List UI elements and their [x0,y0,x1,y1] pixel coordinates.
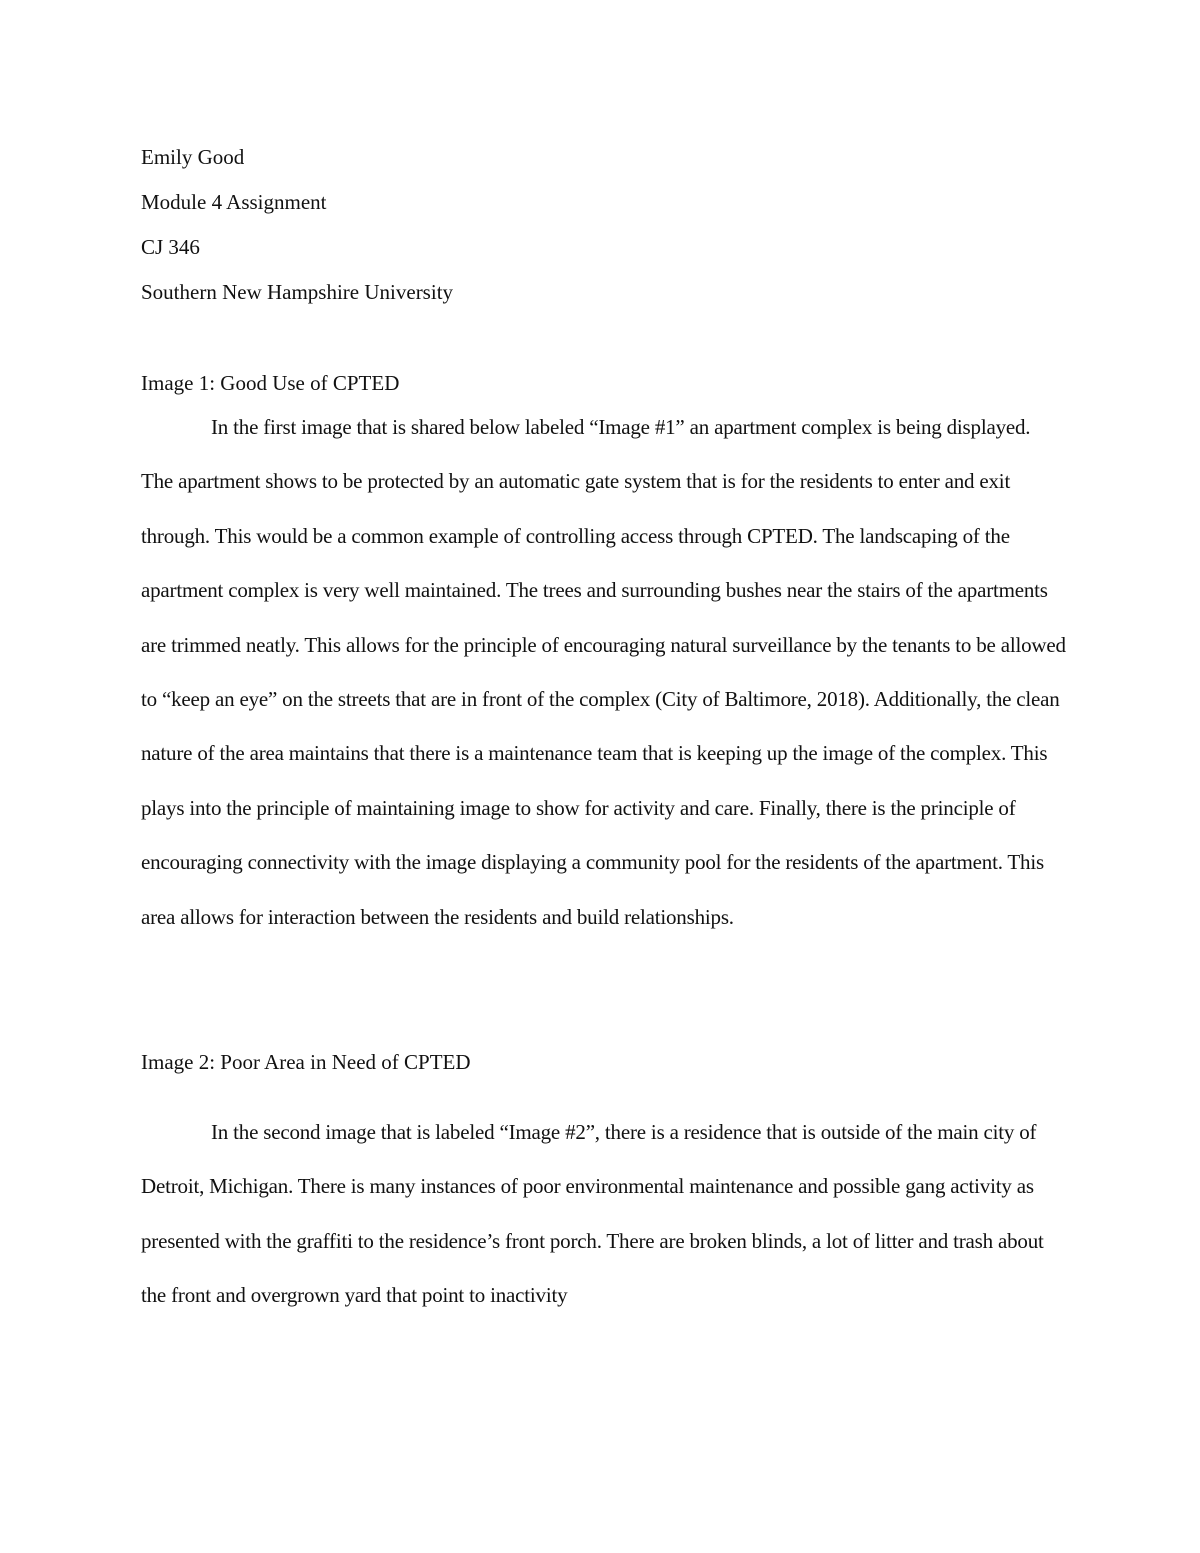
course-code: CJ 346 [141,235,200,259]
author-name: Emily Good [141,145,245,169]
section-paragraph-image-2: In the second image that is labeled “Image #2”, there is a residence that is outside of the main city of Detroit, Michigan. There is many instances of poor environmental maintenance and possible gang activity as presented with the graffiti to the residence’s front porch. There are broken blinds, a lot of litter and trash about the front and overgrown yard that point to inactivity [141,1120,1044,1308]
assignment-title: Module 4 Assignment [141,190,327,214]
spacer [141,320,1066,366]
section-paragraph-image-1: In the first image that is shared below labeled “Image #1” an apartment complex is being displayed. The apartment shows to be protected by an automatic gate system that is for the residents to enter and exit through. This would be a common example of controlling access through CPTED. The landscaping of the apartment complex is very well maintained. The trees and surrounding bushes near the stairs of the apartments are trimmed neatly. This allows for the principle of encouraging natural surveillance by the tenants to be allowed to “keep an eye” on the streets that are in front of the complex (City of Baltimore, 2018). Additionally, the clean nature of the area maintains that there is a maintenance team that is keeping up the image of the complex. This plays into the principle of maintaining image to show for activity and care. Finally, there is the principle of encouraging connectivity with the image displaying a community pool for the residents of the apartment. This area allows for interaction between the residents and build relationships. [141,415,1066,929]
institution-name: Southern New Hampshire University [141,280,454,304]
document-body [141,140,1066,1323]
spacer [141,1079,1066,1105]
section-heading-image-1: Image 1: Good Use of CPTED [141,371,400,395]
spacer [141,944,1066,1045]
section-heading-image-2: Image 2: Poor Area in Need of CPTED [141,1050,471,1075]
